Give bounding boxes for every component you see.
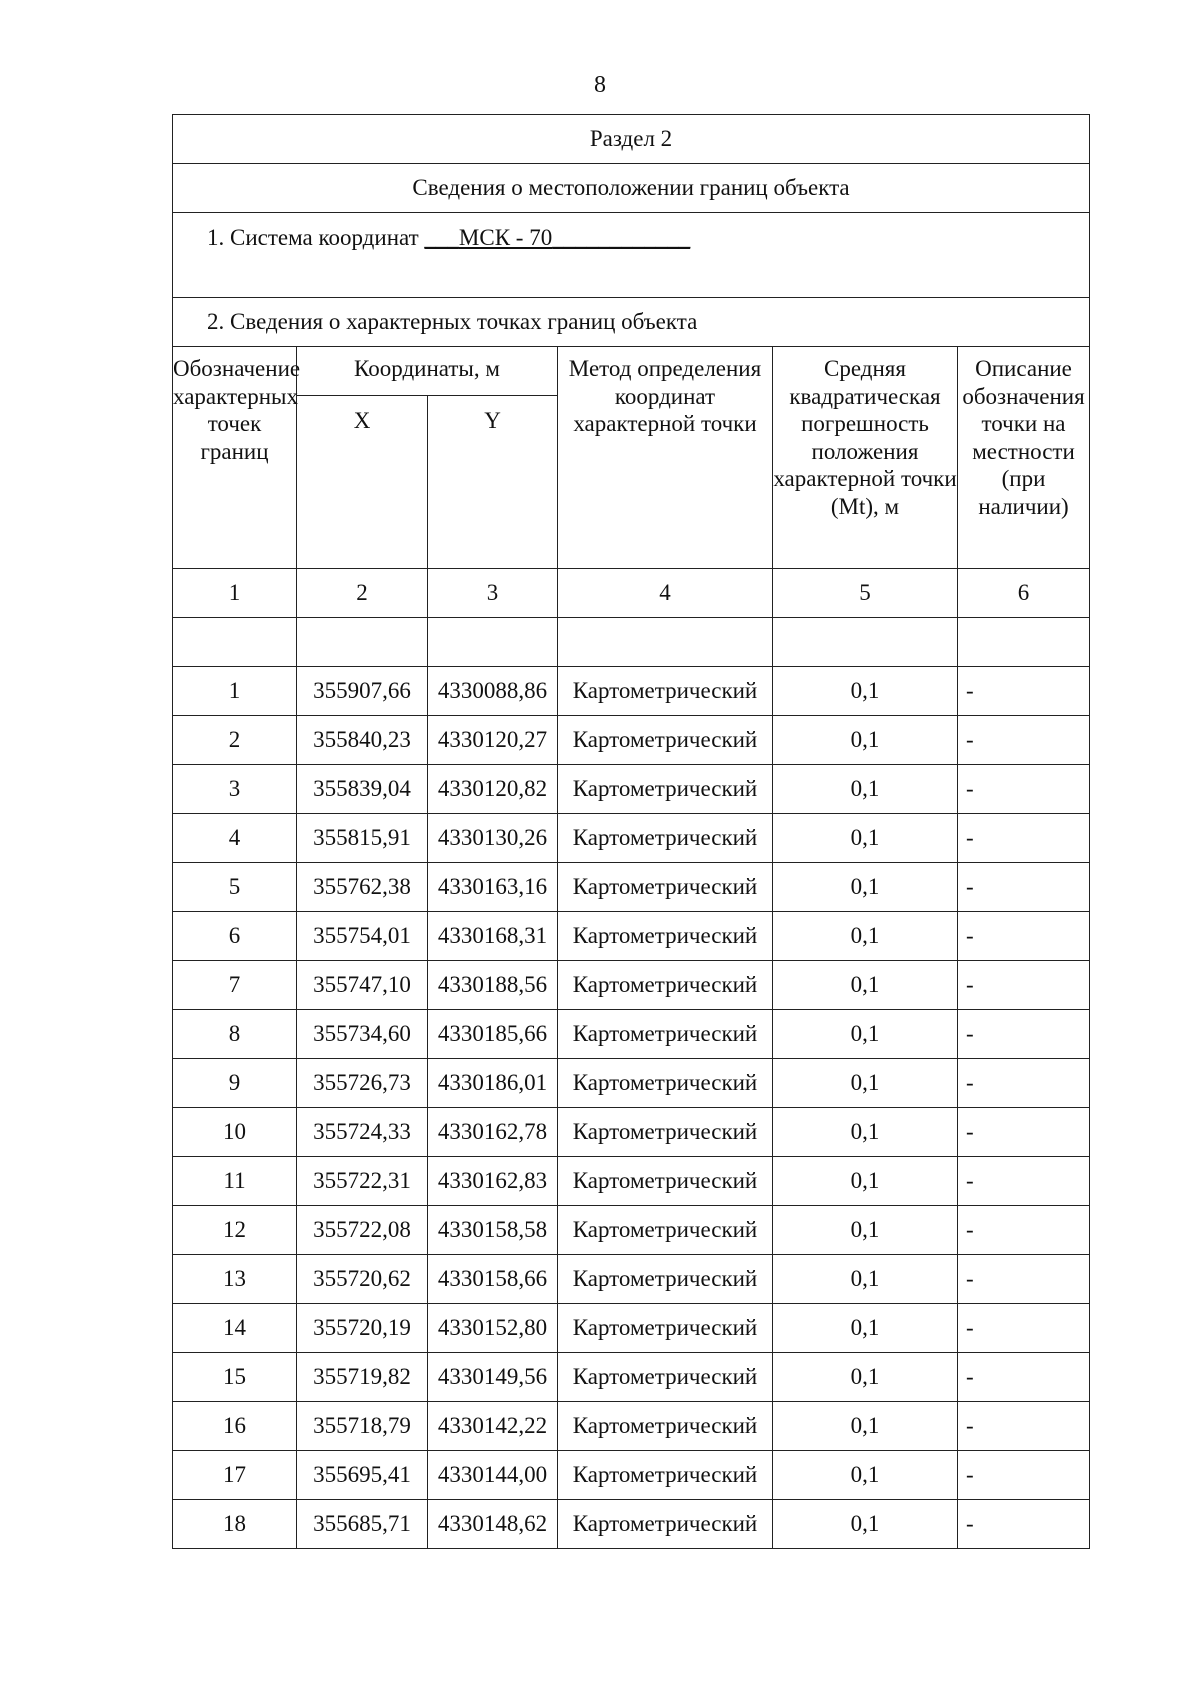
mean-error-cell: 0,1	[773, 716, 958, 765]
description-cell: -	[958, 1108, 1090, 1157]
empty-cell	[428, 618, 558, 667]
x-coordinate-cell: 355839,04	[297, 765, 428, 814]
table-row	[173, 765, 1090, 814]
table-row	[173, 1353, 1090, 1402]
y-coordinate-cell: 4330168,31	[428, 912, 558, 961]
empty-cell	[297, 618, 428, 667]
column-number-cell: 3	[428, 569, 558, 618]
method-cell: Картометрический	[558, 716, 773, 765]
y-coordinate-cell: 4330152,80	[428, 1304, 558, 1353]
method-cell: Картометрический	[558, 1010, 773, 1059]
blank-suffix: ____________	[552, 225, 691, 250]
point-number-cell: 15	[173, 1353, 297, 1402]
mean-error-cell: 0,1	[773, 1010, 958, 1059]
method-cell: Картометрический	[558, 1108, 773, 1157]
y-coordinate-cell: 4330158,58	[428, 1206, 558, 1255]
y-coordinate-cell: 4330158,66	[428, 1255, 558, 1304]
x-coordinate-cell: 355722,31	[297, 1157, 428, 1206]
y-coordinate-cell: 4330144,00	[428, 1451, 558, 1500]
y-coordinate-cell: 4330185,66	[428, 1010, 558, 1059]
mean-error-cell: 0,1	[773, 1353, 958, 1402]
x-coordinate-cell: 355719,82	[297, 1353, 428, 1402]
method-cell: Картометрический	[558, 863, 773, 912]
header-mean-error: Средняя квадратическая погрешность положения характерной точки (Mt), м	[773, 347, 958, 569]
point-number-cell: 13	[173, 1255, 297, 1304]
header-point-designation: Обозначение характерных точек границ	[173, 347, 297, 569]
method-cell: Картометрический	[558, 912, 773, 961]
table-row	[173, 912, 1090, 961]
method-cell: Картометрический	[558, 1304, 773, 1353]
point-number-cell: 14	[173, 1304, 297, 1353]
table-row	[173, 1304, 1090, 1353]
method-cell: Картометрический	[558, 765, 773, 814]
method-cell: Картометрический	[558, 1059, 773, 1108]
y-coordinate-cell: 4330120,27	[428, 716, 558, 765]
point-number-cell: 5	[173, 863, 297, 912]
y-coordinate-cell: 4330088,86	[428, 667, 558, 716]
section-subtitle: Сведения о местоположении границ объекта	[173, 164, 1090, 213]
method-cell: Картометрический	[558, 1451, 773, 1500]
point-number-cell: 3	[173, 765, 297, 814]
column-number-cell: 6	[958, 569, 1090, 618]
description-cell: -	[958, 1402, 1090, 1451]
mean-error-cell: 0,1	[773, 863, 958, 912]
coord-system-value: МСК - 70	[458, 225, 553, 250]
x-coordinate-cell: 355726,73	[297, 1059, 428, 1108]
empty-row	[173, 618, 1090, 667]
point-number-cell: 11	[173, 1157, 297, 1206]
method-cell: Картометрический	[558, 1500, 773, 1549]
column-number-cell: 2	[297, 569, 428, 618]
table-row	[173, 1402, 1090, 1451]
description-cell: -	[958, 1157, 1090, 1206]
description-cell: -	[958, 667, 1090, 716]
mean-error-cell: 0,1	[773, 1304, 958, 1353]
description-cell: -	[958, 1010, 1090, 1059]
x-coordinate-cell: 355754,01	[297, 912, 428, 961]
method-cell: Картометрический	[558, 961, 773, 1010]
column-numbers-row	[173, 569, 1090, 618]
mean-error-cell: 0,1	[773, 1451, 958, 1500]
point-number-cell: 1	[173, 667, 297, 716]
mean-error-cell: 0,1	[773, 1157, 958, 1206]
x-coordinate-cell: 355720,19	[297, 1304, 428, 1353]
point-number-cell: 12	[173, 1206, 297, 1255]
y-coordinate-cell: 4330142,22	[428, 1402, 558, 1451]
mean-error-cell: 0,1	[773, 765, 958, 814]
method-cell: Картометрический	[558, 1157, 773, 1206]
method-cell: Картометрический	[558, 667, 773, 716]
point-number-cell: 2	[173, 716, 297, 765]
x-coordinate-cell: 355815,91	[297, 814, 428, 863]
mean-error-cell: 0,1	[773, 1059, 958, 1108]
empty-cell	[773, 618, 958, 667]
description-cell: -	[958, 716, 1090, 765]
point-number-cell: 18	[173, 1500, 297, 1549]
mean-error-cell: 0,1	[773, 667, 958, 716]
x-coordinate-cell: 355747,10	[297, 961, 428, 1010]
x-coordinate-cell: 355718,79	[297, 1402, 428, 1451]
table-row	[173, 1157, 1090, 1206]
method-cell: Картометрический	[558, 814, 773, 863]
points-title: 2. Сведения о характерных точках границ объекта	[173, 298, 1090, 347]
table-row	[173, 1500, 1090, 1549]
method-cell: Картометрический	[558, 1353, 773, 1402]
coord-system-value-line	[424, 225, 690, 250]
empty-cell	[958, 618, 1090, 667]
header-x: X	[297, 396, 428, 569]
empty-cell	[173, 618, 297, 667]
y-coordinate-cell: 4330120,82	[428, 765, 558, 814]
table-row	[173, 1451, 1090, 1500]
table-row	[173, 667, 1090, 716]
description-cell: -	[958, 814, 1090, 863]
x-coordinate-cell: 355724,33	[297, 1108, 428, 1157]
point-number-cell: 6	[173, 912, 297, 961]
coord-system-label: 1. Система координат	[207, 225, 419, 250]
table-row	[173, 1010, 1090, 1059]
table-row	[173, 1206, 1090, 1255]
y-coordinate-cell: 4330186,01	[428, 1059, 558, 1108]
mean-error-cell: 0,1	[773, 814, 958, 863]
description-cell: -	[958, 1500, 1090, 1549]
method-cell: Картометрический	[558, 1402, 773, 1451]
y-coordinate-cell: 4330148,62	[428, 1500, 558, 1549]
column-number-cell: 4	[558, 569, 773, 618]
y-coordinate-cell: 4330162,83	[428, 1157, 558, 1206]
x-coordinate-cell: 355695,41	[297, 1451, 428, 1500]
blank-prefix: ___	[424, 225, 459, 250]
description-cell: -	[958, 1206, 1090, 1255]
description-cell: -	[958, 863, 1090, 912]
mean-error-cell: 0,1	[773, 1206, 958, 1255]
point-number-cell: 9	[173, 1059, 297, 1108]
page-number: 8	[594, 72, 606, 98]
table-row	[173, 1255, 1090, 1304]
table-row	[173, 716, 1090, 765]
point-number-cell: 4	[173, 814, 297, 863]
header-y: Y	[428, 396, 558, 569]
section-title: Раздел 2	[173, 115, 1090, 164]
description-cell: -	[958, 1255, 1090, 1304]
method-cell: Картометрический	[558, 1206, 773, 1255]
boundary-points-table	[172, 114, 1090, 1549]
description-cell: -	[958, 1304, 1090, 1353]
table-row	[173, 961, 1090, 1010]
x-coordinate-cell: 355762,38	[297, 863, 428, 912]
x-coordinate-cell: 355840,23	[297, 716, 428, 765]
y-coordinate-cell: 4330162,78	[428, 1108, 558, 1157]
description-cell: -	[958, 1059, 1090, 1108]
description-cell: -	[958, 961, 1090, 1010]
mean-error-cell: 0,1	[773, 912, 958, 961]
point-number-cell: 16	[173, 1402, 297, 1451]
header-description: Описание обозначения точки на местности (при наличии)	[958, 347, 1090, 569]
table-row	[173, 1108, 1090, 1157]
column-number-cell: 5	[773, 569, 958, 618]
mean-error-cell: 0,1	[773, 961, 958, 1010]
x-coordinate-cell: 355720,62	[297, 1255, 428, 1304]
x-coordinate-cell: 355685,71	[297, 1500, 428, 1549]
mean-error-cell: 0,1	[773, 1402, 958, 1451]
header-method: Метод определения координат характерной точки	[558, 347, 773, 569]
point-number-cell: 17	[173, 1451, 297, 1500]
description-cell: -	[958, 1353, 1090, 1402]
mean-error-cell: 0,1	[773, 1255, 958, 1304]
description-cell: -	[958, 765, 1090, 814]
x-coordinate-cell: 355734,60	[297, 1010, 428, 1059]
table-row	[173, 863, 1090, 912]
description-cell: -	[958, 912, 1090, 961]
mean-error-cell: 0,1	[773, 1500, 958, 1549]
empty-cell	[558, 618, 773, 667]
x-coordinate-cell: 355907,66	[297, 667, 428, 716]
table-row	[173, 1059, 1090, 1108]
point-number-cell: 8	[173, 1010, 297, 1059]
method-cell: Картометрический	[558, 1255, 773, 1304]
table-row	[173, 814, 1090, 863]
y-coordinate-cell: 4330130,26	[428, 814, 558, 863]
y-coordinate-cell: 4330149,56	[428, 1353, 558, 1402]
mean-error-cell: 0,1	[773, 1108, 958, 1157]
y-coordinate-cell: 4330188,56	[428, 961, 558, 1010]
x-coordinate-cell: 355722,08	[297, 1206, 428, 1255]
header-coordinates: Координаты, м	[297, 347, 558, 396]
column-number-cell: 1	[173, 569, 297, 618]
point-number-cell: 10	[173, 1108, 297, 1157]
point-number-cell: 7	[173, 961, 297, 1010]
y-coordinate-cell: 4330163,16	[428, 863, 558, 912]
coord-system-line	[173, 213, 1090, 298]
description-cell: -	[958, 1451, 1090, 1500]
